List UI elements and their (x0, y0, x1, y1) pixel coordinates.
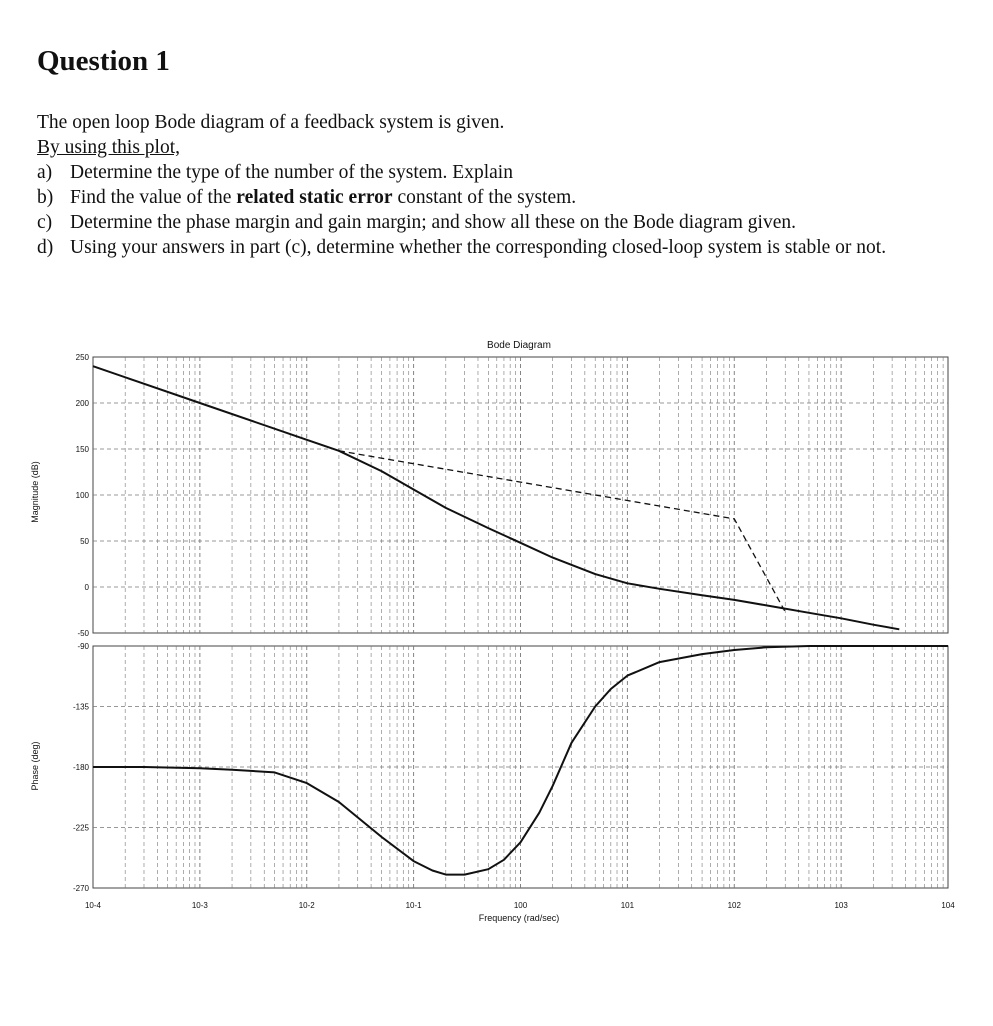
chart-title: Bode Diagram (487, 340, 551, 351)
x-tick-label: 10-1 (405, 901, 422, 910)
phase-axis-label: Phase (deg) (30, 741, 40, 791)
x-tick-label: 10-3 (191, 901, 208, 910)
phase-ytick-label: -180 (72, 763, 89, 772)
item-text: Determine the phase margin and gain margin; and show all these on the Bode diagram given. (70, 212, 797, 233)
x-tick-label: 100 (513, 901, 528, 910)
x-tick-label: 104 (941, 901, 955, 910)
phase-ytick-label: -135 (72, 702, 89, 712)
question-text (37, 110, 957, 260)
x-tick-label: 10-2 (298, 901, 315, 910)
magnitude-panel (76, 353, 948, 638)
item-text: Determine the type of the number of the system. Explain (70, 162, 513, 183)
bode-diagram (0, 330, 993, 930)
x-tick-label: 103 (834, 901, 848, 910)
intro-line: The open loop Bode diagram of a feedback system is given. (37, 112, 505, 133)
asymptote-curve (339, 451, 785, 612)
instruction-line: By using this plot, (37, 137, 181, 158)
question-list (37, 160, 957, 260)
phase-ytick-label: -270 (72, 884, 89, 893)
item-text: Find the value of the (70, 187, 237, 208)
x-tick-label: 10-4 (84, 901, 102, 910)
bold-text: related static error (236, 187, 393, 208)
magnitude-ytick-label: 50 (80, 537, 89, 546)
item-marker: d) (37, 237, 54, 258)
question-item (37, 160, 957, 185)
item-text: Using your answers in part (c), determine whether the corresponding closed-loop system is stable or not. (70, 237, 887, 258)
magnitude-ytick-label: 150 (75, 445, 89, 454)
magnitude-ytick-label: -50 (77, 629, 89, 638)
item-marker: c) (37, 212, 53, 233)
phase-ytick-label: -225 (72, 823, 89, 833)
x-axis-label: Frequency (rad/sec) (478, 913, 560, 923)
phase-ytick-label: -90 (77, 642, 89, 651)
magnitude-curve (93, 366, 899, 629)
magnitude-ytick-label: 250 (75, 353, 89, 362)
item-marker: b) (37, 187, 54, 208)
item-text: constant of the system. (392, 187, 577, 208)
magnitude-axis-label: Magnitude (dB) (30, 461, 40, 523)
magnitude-ytick-label: 100 (75, 491, 89, 500)
question-item (37, 185, 957, 210)
magnitude-ytick-label: 0 (84, 583, 89, 592)
question-title: Question 1 (37, 45, 170, 77)
x-tick-label: 101 (620, 901, 635, 910)
item-marker: a) (37, 162, 53, 183)
magnitude-ytick-label: 200 (75, 399, 89, 408)
question-item (37, 210, 957, 235)
x-tick-label: 102 (727, 901, 741, 910)
question-item (37, 235, 957, 260)
phase-panel (73, 642, 955, 910)
